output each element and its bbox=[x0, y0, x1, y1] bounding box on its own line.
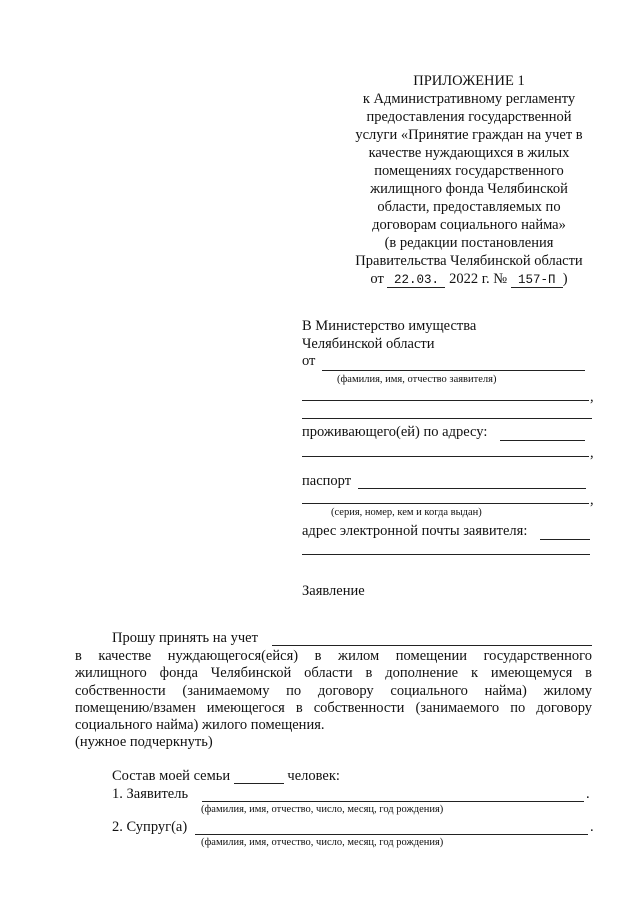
passport-caption: (серия, номер, кем и когда выдан) bbox=[331, 507, 482, 518]
from-line-2[interactable] bbox=[302, 400, 589, 401]
passport-line-2[interactable] bbox=[302, 503, 589, 504]
appendix-line: договорам социального найма» bbox=[372, 217, 566, 233]
appendix-line: Правительства Челябинской области bbox=[355, 253, 583, 269]
residing-line-2[interactable] bbox=[302, 456, 589, 457]
appendix-line: качестве нуждающихся в жилых bbox=[368, 145, 570, 161]
body-line: в качестве нуждающегося(ейся) в жилом помещении государственного bbox=[75, 648, 592, 664]
residing-label: проживающего(ей) по адресу: bbox=[302, 424, 488, 440]
addressee-line1: В Министерство имущества bbox=[302, 318, 477, 334]
year-text: 2022 г. № bbox=[449, 271, 508, 287]
member-caption-2: (фамилия, имя, отчество, число, месяц, год рождения) bbox=[201, 837, 444, 848]
passport-line[interactable] bbox=[358, 488, 586, 489]
passport-label: паспорт bbox=[302, 473, 352, 489]
statement-title: Заявление bbox=[302, 583, 365, 599]
statement-body bbox=[75, 648, 592, 752]
date-prefix: от bbox=[370, 271, 384, 287]
appendix-line: (в редакции постановления bbox=[384, 235, 554, 251]
appendix-title: ПРИЛОЖЕНИЕ 1 bbox=[413, 73, 525, 89]
email-line-2[interactable] bbox=[302, 554, 590, 555]
member-caption-1: (фамилия, имя, отчество, число, месяц, год рождения) bbox=[201, 804, 444, 815]
date-value: 22.03. bbox=[387, 273, 445, 288]
appendix-block bbox=[340, 72, 598, 288]
body-line: помещению/взамен имеющегося в собственности (занимаемого по договору bbox=[75, 699, 592, 716]
family-unit: человек: bbox=[287, 768, 340, 784]
appendix-line: жилищного фонда Челябинской bbox=[370, 181, 568, 197]
from-label: от bbox=[302, 353, 316, 369]
body-line: жилищного фонда Челябинской области в дополнение к имеющемуся в bbox=[75, 665, 592, 682]
member-line-1[interactable] bbox=[202, 801, 584, 802]
comma: , bbox=[590, 389, 594, 405]
appendix-line: к Административному регламенту bbox=[362, 91, 576, 107]
request-line[interactable] bbox=[272, 645, 592, 646]
member-period-2: . bbox=[590, 819, 594, 835]
appendix-line: области, предоставляемых по bbox=[377, 199, 561, 215]
family-count-line[interactable] bbox=[234, 769, 284, 784]
from-caption: (фамилия, имя, отчество заявителя) bbox=[337, 374, 497, 385]
underline-note: (нужное подчеркнуть) bbox=[75, 734, 213, 751]
family-lead: Состав моей семьи bbox=[112, 768, 231, 784]
appendix-date-line bbox=[340, 270, 598, 288]
member-label-1: 1. Заявитель bbox=[112, 786, 189, 802]
request-label: Прошу принять на учет bbox=[112, 630, 258, 646]
close-paren: ) bbox=[562, 271, 568, 287]
family-row bbox=[112, 768, 340, 785]
from-line[interactable] bbox=[322, 370, 585, 371]
appendix-line: помещениях государственного bbox=[374, 163, 564, 179]
body-line: собственности (занимаемому по договору социального найма) жилому bbox=[75, 682, 592, 699]
appendix-line: предоставления государственной bbox=[366, 109, 572, 125]
member-period-1: . bbox=[586, 786, 590, 802]
member-label-2: 2. Супруг(а) bbox=[112, 819, 188, 835]
email-line[interactable] bbox=[540, 539, 590, 540]
body-line-last: социального найма) жилого помещения. bbox=[75, 717, 325, 734]
email-label: адрес электронной почты заявителя: bbox=[302, 523, 528, 539]
comma: , bbox=[590, 445, 594, 461]
comma: , bbox=[590, 492, 594, 508]
member-line-2[interactable] bbox=[195, 834, 588, 835]
number-value: 157-П bbox=[511, 273, 563, 288]
residing-line[interactable] bbox=[500, 440, 585, 441]
addressee-line2: Челябинской области bbox=[302, 336, 435, 352]
from-line-3[interactable] bbox=[302, 418, 592, 419]
appendix-line: услуги «Принятие граждан на учет в bbox=[355, 127, 583, 143]
